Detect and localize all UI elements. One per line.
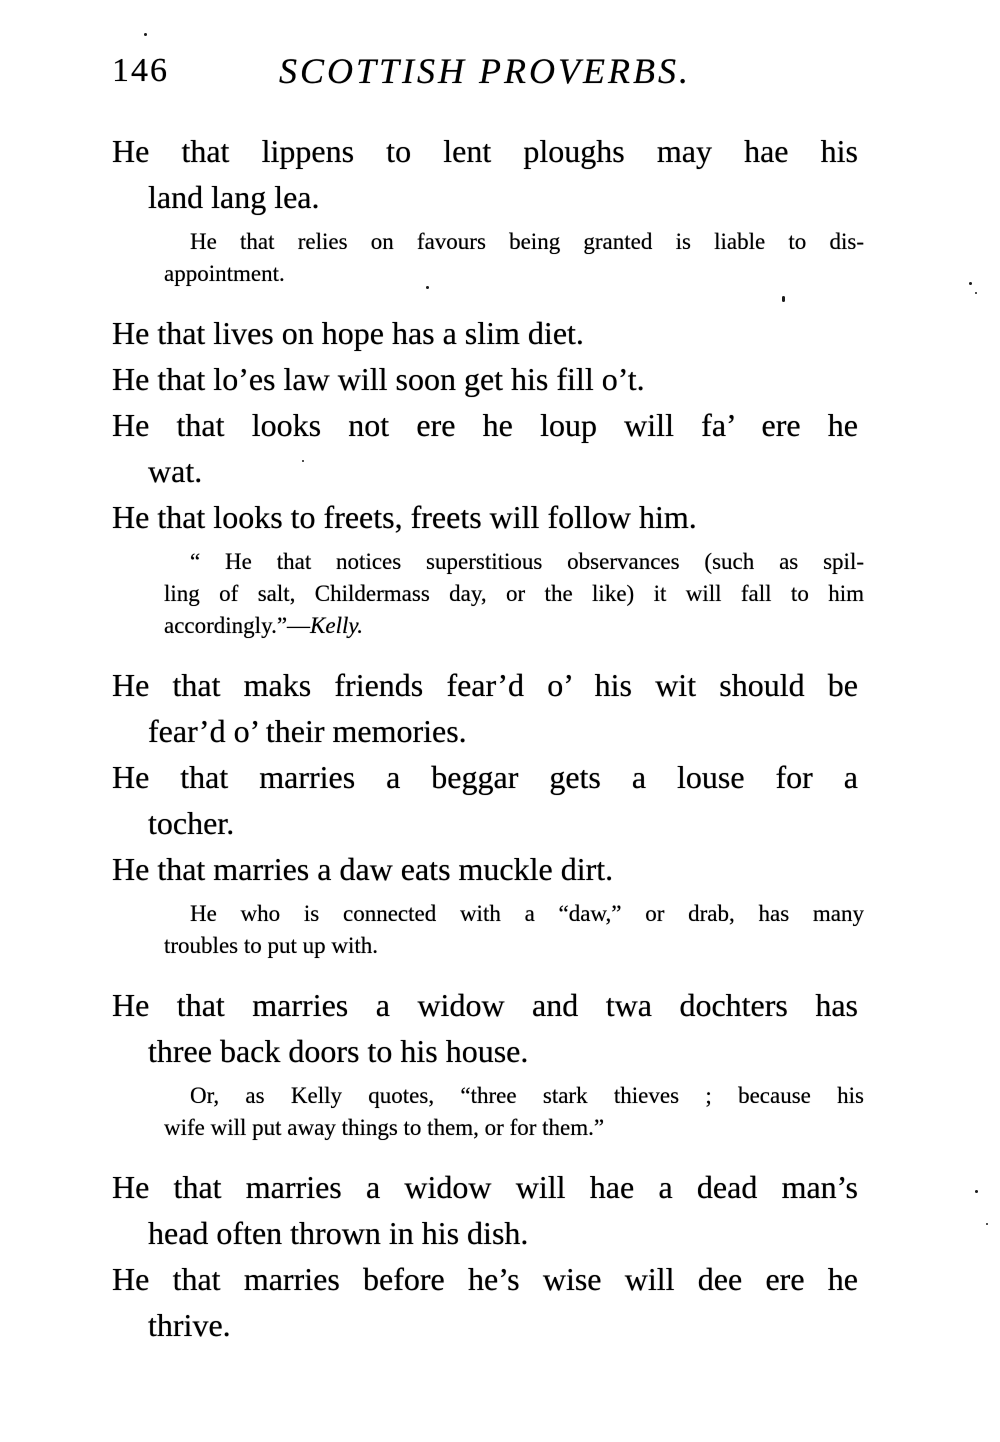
explanatory-note <box>164 546 864 642</box>
proverb <box>112 356 858 402</box>
proverb-line: He that maks friends fear’d o’ his wit should be <box>112 667 858 703</box>
explanatory-note <box>164 226 864 290</box>
citation-author: Kelly. <box>310 613 364 638</box>
proverb <box>112 494 858 540</box>
note-text: accordingly.”— <box>164 613 311 638</box>
note-line: troubles to put up with. <box>164 933 379 958</box>
note-line: “ He that notices superstitious observances (such as spil- <box>190 549 864 574</box>
scan-speck <box>975 1190 978 1193</box>
proverb-line: He that marries a widow will hae a dead man’s <box>112 1169 858 1205</box>
proverb <box>112 402 858 494</box>
proverb <box>112 982 858 1074</box>
note-line: Or, as Kelly quotes, “three stark thieves ; because his <box>190 1083 864 1108</box>
note-line: He that relies on favours being granted is liable to dis- <box>190 229 864 254</box>
proverb-line: thrive. <box>148 1307 231 1343</box>
scan-speck <box>969 282 972 285</box>
proverb <box>112 1256 858 1348</box>
proverb-line: He that lippens to lent ploughs may hae his <box>112 133 858 169</box>
scan-speck <box>782 296 785 302</box>
note-line <box>164 610 864 642</box>
proverb <box>112 128 858 220</box>
proverb-line: He that lo’es law will soon get his fill o’t. <box>112 361 645 397</box>
proverb <box>112 846 858 892</box>
proverb-line: head often thrown in his dish. <box>148 1215 529 1251</box>
explanatory-note <box>164 898 864 962</box>
proverb-line: tocher. <box>148 805 235 841</box>
proverb-line: He that looks to freets, freets will follow him. <box>112 499 697 535</box>
proverb-line: three back doors to his house. <box>148 1033 529 1069</box>
proverb-line: He that looks not ere he loup will fa’ ere he <box>112 407 858 443</box>
proverb-line: He that marries a widow and twa dochters has <box>112 987 858 1023</box>
proverb <box>112 754 858 846</box>
note-line: wife will put away things to them, or for them.” <box>164 1115 605 1140</box>
proverb-line: wat. <box>148 453 203 489</box>
proverb-line: land lang lea. <box>148 179 320 215</box>
note-line: appointment. <box>164 261 285 286</box>
proverb-line: He that lives on hope has a slim diet. <box>112 315 584 351</box>
scan-speck <box>986 1223 988 1225</box>
scan-speck <box>302 460 304 462</box>
proverb <box>112 662 858 754</box>
proverb <box>112 1164 858 1256</box>
proverb-line: He that marries before he’s wise will dee ere he <box>112 1261 858 1297</box>
proverb-line: He that marries a daw eats muckle dirt. <box>112 851 614 887</box>
note-line: He who is connected with a “daw,” or drab, has many <box>190 901 864 926</box>
running-head <box>112 48 858 94</box>
note-line: ling of salt, Childermass day, or the like) it will fall to him <box>164 581 864 606</box>
proverb-line: He that marries a beggar gets a louse for a <box>112 759 858 795</box>
proverb-line: fear’d o’ their memories. <box>148 713 467 749</box>
scan-speck <box>975 292 977 294</box>
scan-speck <box>144 33 147 36</box>
explanatory-note <box>164 1080 864 1144</box>
scan-speck <box>426 286 429 289</box>
page-header-title: SCOTTISH PROVERBS. <box>279 51 691 91</box>
page-number: 146 <box>112 52 169 89</box>
proverb <box>112 310 858 356</box>
